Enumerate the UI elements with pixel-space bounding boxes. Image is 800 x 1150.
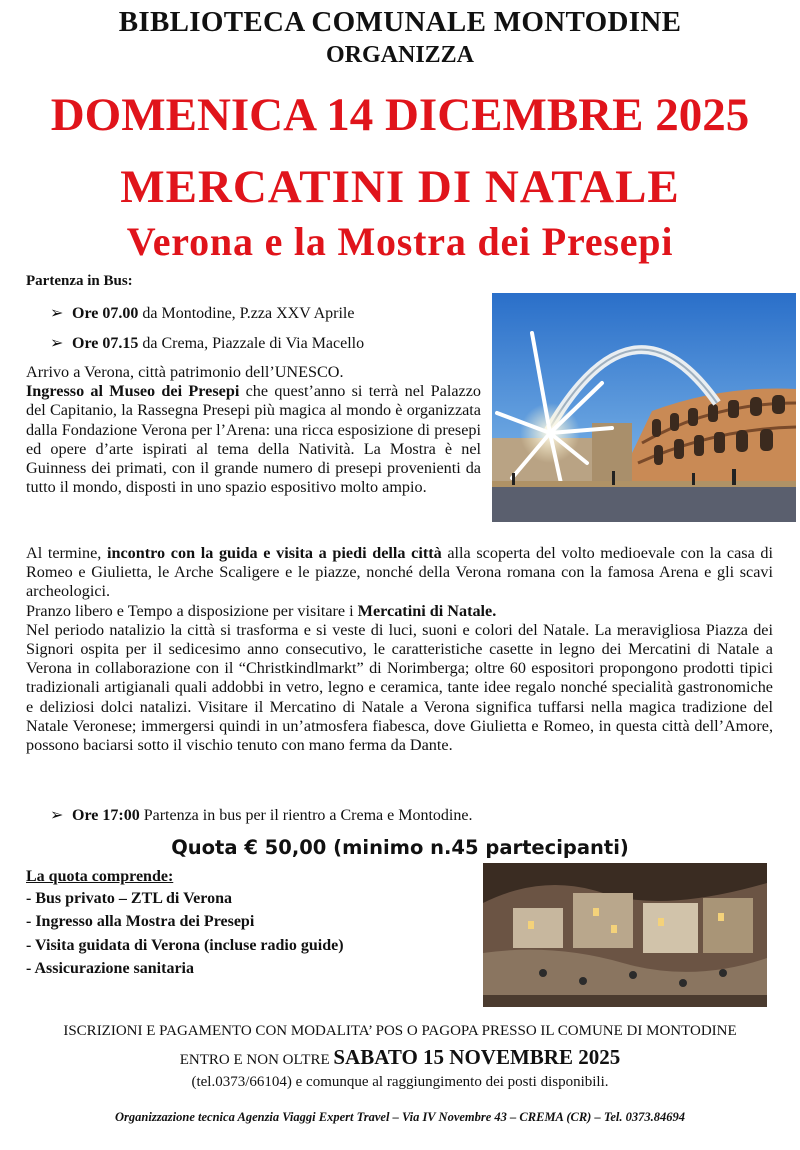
return-time: Ore 17:00 bbox=[72, 807, 140, 824]
arrow-bullet-icon: ➢ bbox=[50, 335, 64, 352]
departure-time: Ore 07.15 bbox=[72, 335, 139, 352]
price-line: Quota € 50,00 (minimo n.45 partecipanti) bbox=[171, 836, 629, 859]
registration-info: ISCRIZIONI E PAGAMENTO CON MODALITA’ POS O PAGOPA PRESSO IL COMUNE DI MONTODINE bbox=[63, 1023, 737, 1039]
agency-info: Organizzazione tecnica Agenzia Viaggi Expert Travel – Via IV Novembre 43 – CREMA (CR) – Tel. 0373.84694 bbox=[115, 1110, 685, 1124]
text-lunch: Pranzo libero e Tempo a disposizione per visitare i bbox=[26, 601, 358, 620]
text-museum: che quest’anno si terrà nel Palazzo del Capitanio, la Rassegna Presepi più magica al mondo è organizzata dalla Fondazione Verona per l’Arena: una ricca esposizione di presepi ed opere d’arte ispirati al tema della Natività. La Mostra è nel Guinness dei primati, con il grande numero di presepi provenienti da tutto il mondo, disposti in uno spazio espositivo molto ampio. bbox=[26, 382, 481, 497]
text-guide: alla scoperta del volto medioevale con la casa di Romeo e Giulietta, le Arche Scaligere e le piazze, nonché della Verona romana con la famosa Arena e gli scavi archeologici. bbox=[26, 544, 774, 601]
deadline-date: SABATO 15 NOVEMBRE 2025 bbox=[333, 1045, 621, 1069]
departure-place: da Montodine, P.zza XXV Aprile bbox=[138, 305, 355, 322]
departure-item bbox=[50, 303, 354, 323]
text-museum-bold: Ingresso al Museo dei Presepi bbox=[26, 382, 240, 401]
paragraph-guide bbox=[26, 544, 773, 755]
departure-place: da Crema, Piazzale di Via Macello bbox=[138, 335, 365, 352]
deadline-pre: ENTRO E NON OLTRE bbox=[179, 1052, 334, 1068]
organizer-heading: BIBLIOTECA COMUNALE MONTODINE bbox=[118, 6, 682, 38]
contact-phone: (tel.0373/66104) e comunque al raggiungimento dei posti disponibili. bbox=[191, 1074, 609, 1090]
departure-title: Partenza in Bus: bbox=[26, 273, 133, 289]
return-text: Partenza in bus per il rientro a Crema e Montodine. bbox=[139, 807, 473, 824]
departure-item bbox=[50, 333, 364, 353]
departure-time: Ore 07.00 bbox=[72, 305, 139, 322]
includes-item: - Bus privato – ZTL di Verona bbox=[26, 890, 232, 907]
includes-item: - Assicurazione sanitaria bbox=[26, 960, 194, 977]
includes-item: - Visita guidata di Verona (incluse radio guide) bbox=[26, 937, 344, 954]
deadline-line bbox=[0, 1045, 800, 1070]
event-subtitle: Verona e la Mostra dei Presepi bbox=[126, 219, 674, 264]
event-title: MERCATINI DI NATALE bbox=[120, 161, 680, 213]
includes-item: - Ingresso alla Mostra dei Presepi bbox=[26, 913, 255, 930]
organizza-heading: ORGANIZZA bbox=[325, 42, 475, 68]
arrow-bullet-icon: ➢ bbox=[50, 305, 64, 322]
arrow-bullet-icon: ➢ bbox=[50, 807, 64, 824]
text-guide-bold: incontro con la guida e visita a piedi della città bbox=[106, 544, 442, 562]
includes-title: La quota comprende: bbox=[26, 868, 174, 885]
verona-arena-photo bbox=[492, 293, 796, 522]
return-item bbox=[50, 805, 472, 825]
nativity-scene-photo bbox=[483, 863, 767, 1007]
paragraph-museum bbox=[26, 363, 481, 497]
text-arrival: Arrivo a Verona, città patrimonio dell’UNESCO. bbox=[26, 363, 344, 381]
text-guide-pre: Al termine, bbox=[26, 544, 107, 562]
text-christmas: Nel periodo natalizio la città si trasforma e si veste di luci, suoni e colori del Natale. La meravigliosa Piazza dei Signori ospita per il sedicesimo anno consecutivo, le caratteristiche casette in legno dei Mercatini di Natale a Verona in collaborazione con il “Christkindlmarkt” di Norimberga; oltre 60 espositori propongono prodotti tipici tradizionali artigianali quali addobbi in vetro, legno e ceramica, tante idee regalo nonché specialità gastronomiche e deliziosi dolci natalizi. Visitare il Mercatino di Natale a Verona significa tuffarsi nella magica tradizione del Natale Veronese; immergersi quindi in un’atmosfera fiabesca, dove Giulietta e Romeo, in questa città dell’Amore, possono baciarsi sotto il vischio tenuto con mano ferma da Dante. bbox=[26, 620, 773, 755]
event-date: DOMENICA 14 DICEMBRE 2025 bbox=[50, 89, 750, 141]
text-markets-bold: Mercatini di Natale. bbox=[357, 601, 497, 620]
